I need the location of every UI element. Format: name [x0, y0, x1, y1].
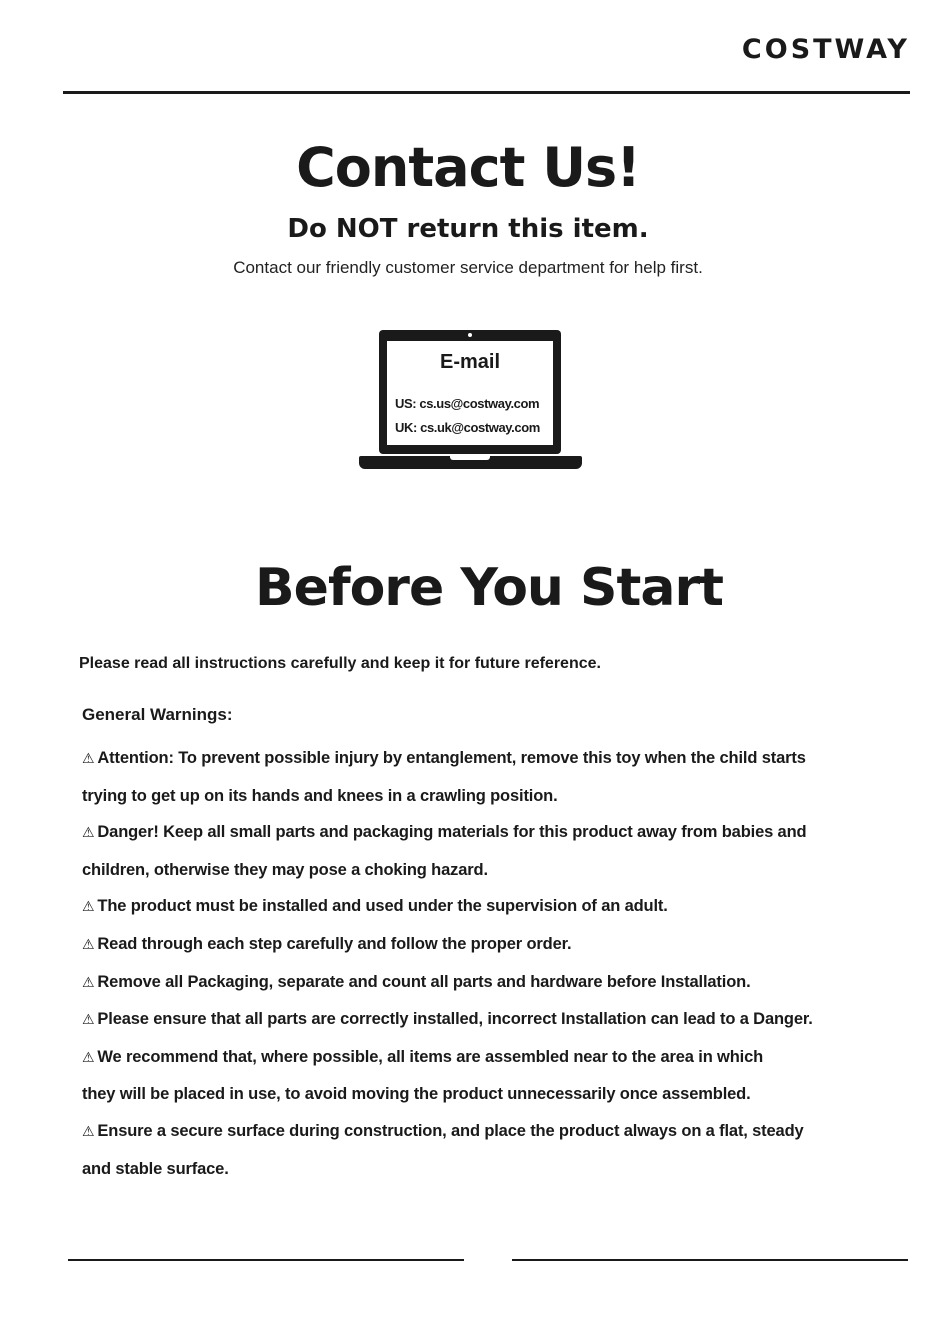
warning-line	[82, 1076, 912, 1113]
warning-text: and stable surface.	[82, 1159, 229, 1178]
warning-text: trying to get up on its hands and knees in a crawling position.	[82, 786, 558, 805]
warning-line	[82, 926, 912, 964]
footer-divider-right	[512, 1259, 908, 1261]
warning-line	[82, 1039, 912, 1077]
no-return-notice: Do NOT return this item.	[287, 214, 649, 244]
warning-text: Danger! Keep all small parts and packaging materials for this product away from babies and	[97, 823, 807, 842]
warning-text: Ensure a secure surface during construction, and place the product always on a flat, steady	[97, 1121, 804, 1140]
warning-text: children, otherwise they may pose a choking hazard.	[82, 860, 488, 879]
warning-line	[82, 852, 912, 889]
warning-triangle-icon: ⚠	[82, 825, 95, 842]
laptop-icon	[379, 330, 561, 454]
laptop-base	[359, 456, 582, 469]
warning-triangle-icon: ⚠	[82, 751, 95, 767]
warning-triangle-icon: ⚠	[82, 974, 95, 991]
warning-line	[82, 1151, 912, 1188]
warning-triangle-icon: ⚠	[82, 936, 95, 953]
contact-title: Contact Us!	[296, 136, 640, 199]
header-divider	[63, 91, 910, 94]
email-label: E-mail	[439, 351, 501, 373]
warning-text: Please ensure that all parts are correctly installed, incorrect Installation can lead to a Danger.	[97, 1010, 813, 1029]
warning-text: they will be placed in use, to avoid moving the product unnecessarily once assembled.	[82, 1085, 751, 1104]
warning-line	[82, 778, 912, 815]
warning-line	[82, 740, 912, 778]
warning-text: Attention: To prevent possible injury by entanglement, remove this toy when the child starts	[97, 749, 806, 767]
warning-line	[82, 1113, 912, 1151]
laptop-screen	[387, 341, 553, 445]
warning-text: Read through each step carefully and follow the proper order.	[97, 934, 572, 953]
warning-triangle-icon: ⚠	[82, 1049, 95, 1066]
us-email: US: cs.us@costway.com	[395, 396, 540, 411]
warning-line	[82, 814, 912, 852]
warning-text: Remove all Packaging, separate and count all parts and hardware before Installation.	[97, 972, 751, 991]
warning-line	[82, 1001, 912, 1039]
warning-triangle-icon: ⚠	[82, 1012, 95, 1029]
warning-text: We recommend that, where possible, all items are assembled near to the area in which	[97, 1047, 764, 1066]
laptop-notch	[450, 456, 490, 460]
contact-subtitle: Contact our friendly customer service department for help first.	[233, 258, 703, 277]
brand-logo: COSTWAY	[741, 34, 910, 65]
warning-triangle-icon: ⚠	[82, 899, 95, 916]
warning-text: The product must be installed and used under the supervision of an adult.	[97, 897, 668, 916]
warning-triangle-icon: ⚠	[82, 1123, 95, 1140]
laptop-camera	[468, 333, 472, 337]
footer-divider-left	[68, 1259, 464, 1261]
uk-email: UK: cs.uk@costway.com	[395, 420, 540, 435]
warnings-list	[82, 740, 912, 1187]
before-start-title: Before You Start	[255, 558, 723, 618]
warning-line	[82, 964, 912, 1002]
intro-text: Please read all instructions carefully and keep it for future reference.	[79, 655, 601, 672]
warnings-heading: General Warnings:	[82, 705, 233, 724]
warning-line	[82, 888, 912, 926]
